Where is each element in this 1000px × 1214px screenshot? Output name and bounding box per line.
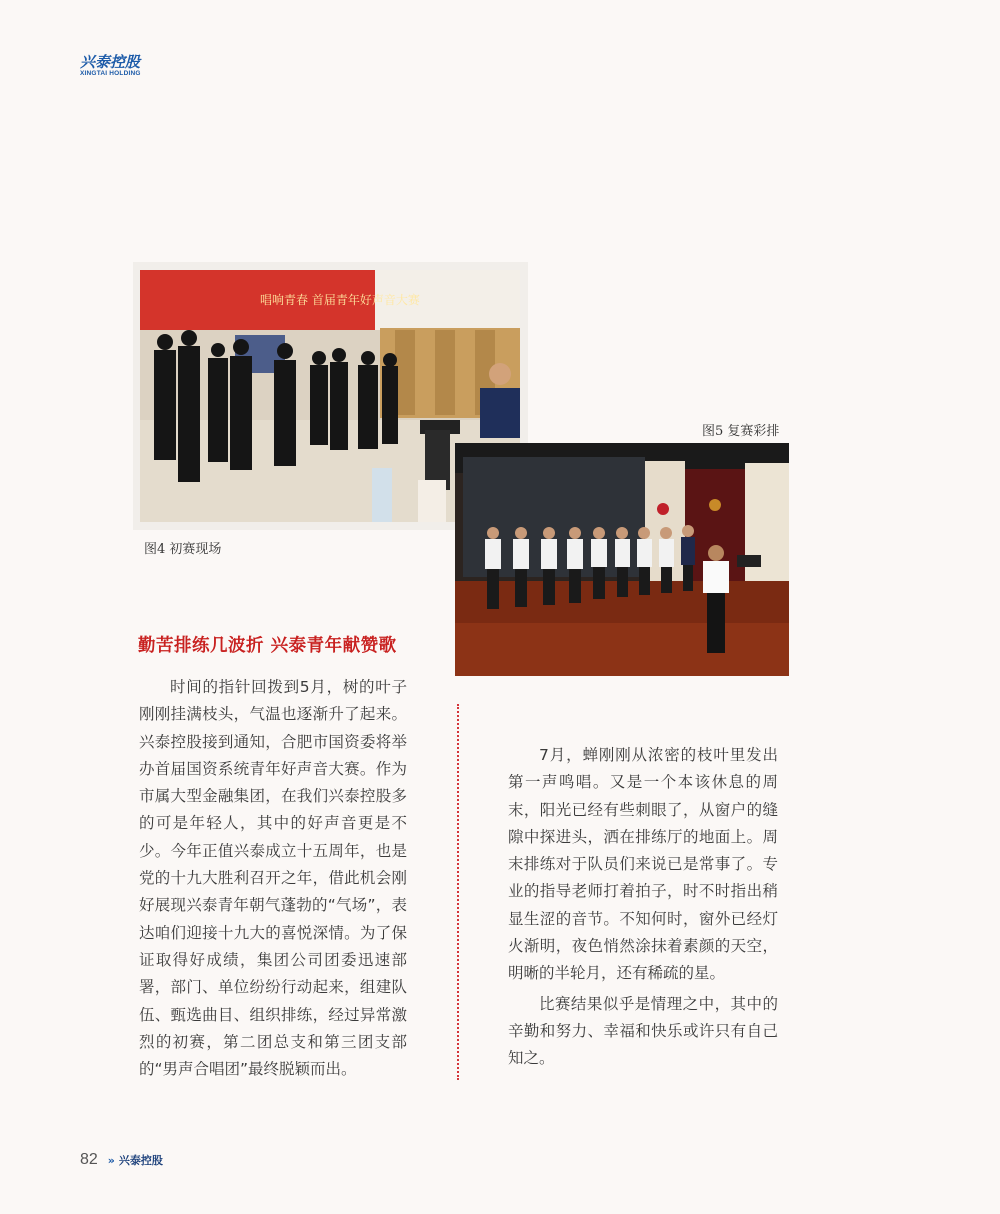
page-number: 82: [80, 1151, 98, 1168]
double-chevron-icon: »: [107, 1153, 113, 1167]
paragraph: 7月，蝉刚刚从浓密的枝叶里发出第一声鸣唱。又是一个本该休息的周末，阳光已经有些刺眼了，从窗户的缝隙中探进头，洒在排练厅的地面上。周末排练对于队员们来说已是常事了。专业的指导老师打着拍子，时不时指出稍显生涩的音节。不知何时，窗外已经灯火渐明，夜色悄然涂抹着素颜的天空，明晰的半轮月，还有稀疏的星。: [508, 746, 778, 983]
logo-chinese-text: 兴泰控股: [80, 53, 141, 71]
column-divider: [457, 704, 459, 1080]
paragraph: 时间的指针回拨到5月，树的叶子刚刚挂满枝头，气温也逐渐升了起来。兴泰控股接到通知，合肥市国资委将举办首届国资系统青年好声音大赛。作为市属大型金融集团，在我们兴泰控股多的可是年轻人，其中的好声音更是不少。今年正值兴泰成立十五周年，也是党的十九大胜利召开之年，借此机会刚好展现兴泰青年朝气蓬勃的“气场”，表达咱们迎接十九大的喜悦深情。为了保证取得好成绩，集团公司团委迅速部署，部门、单位纷纷行动起来，组建队伍、甄选曲目、组织排练，经过异常激烈的初赛，第二团总支和第三团支部的“男声合唱团”最终脱颖而出。: [139, 678, 407, 1079]
banner-text: 唱响青春 首届青年好声音大赛: [260, 293, 420, 307]
page-footer: [80, 1151, 163, 1169]
paragraph: 比赛结果似乎是情理之中，其中的辛勤和努力、幸福和快乐或许只有自己知之。: [508, 994, 778, 1068]
section-heading: 勤苦排练几波折 兴泰青年献赞歌: [138, 636, 397, 656]
logo-english-text: XINGTAI HOLDING: [80, 70, 141, 77]
figure-5-photo: [455, 443, 789, 676]
brand-logo: [80, 54, 150, 78]
article-column-left: [139, 674, 407, 1083]
footer-brand: 兴泰控股: [118, 1154, 163, 1167]
figure-5-caption: 图5 复赛彩排: [702, 424, 780, 439]
figure-4-caption: 图4 初赛现场: [144, 542, 222, 557]
article-column-right: [508, 742, 778, 1073]
choir-rehearsal-photo: [455, 443, 789, 676]
